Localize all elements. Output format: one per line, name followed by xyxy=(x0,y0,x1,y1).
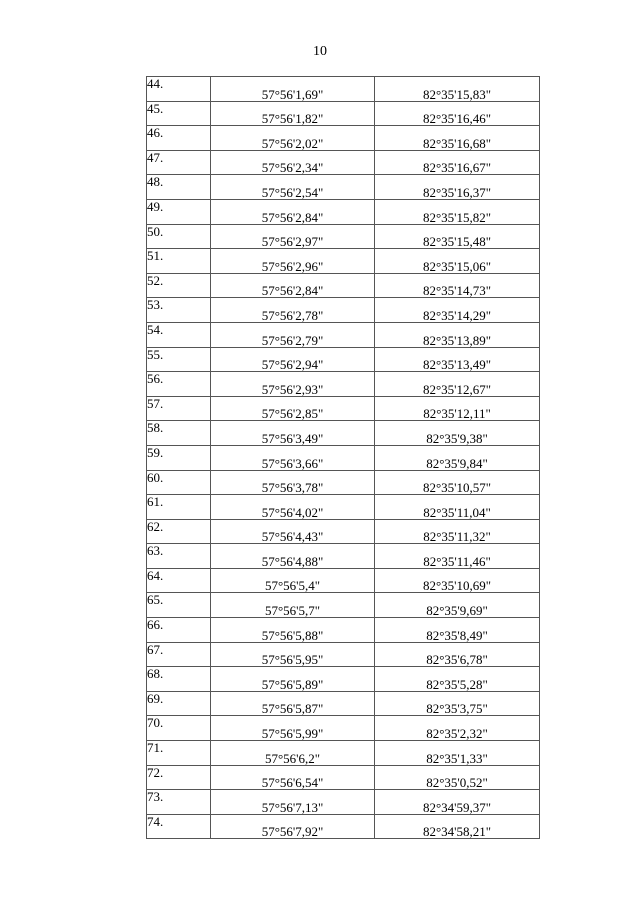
longitude-cell: 82°35'15,48" xyxy=(375,224,540,249)
table-row xyxy=(147,249,540,274)
point-number-cell: 73. xyxy=(147,790,211,815)
latitude-cell: 57°56'6,54" xyxy=(211,765,375,790)
latitude-cell: 57°56'7,92" xyxy=(211,814,375,839)
point-number-cell: 55. xyxy=(147,347,211,372)
point-number-cell: 68. xyxy=(147,667,211,692)
page-number: 10 xyxy=(313,44,327,59)
longitude-cell: 82°35'11,46" xyxy=(375,544,540,569)
table-row xyxy=(147,618,540,643)
longitude-cell: 82°35'15,06" xyxy=(375,249,540,274)
table-row xyxy=(147,765,540,790)
latitude-cell: 57°56'4,43" xyxy=(211,519,375,544)
latitude-cell: 57°56'5,4" xyxy=(211,568,375,593)
point-number-cell: 47. xyxy=(147,150,211,175)
longitude-cell: 82°35'12,11" xyxy=(375,396,540,421)
point-number-cell: 58. xyxy=(147,421,211,446)
latitude-cell: 57°56'4,02" xyxy=(211,495,375,520)
point-number-cell: 71. xyxy=(147,741,211,766)
table-row xyxy=(147,741,540,766)
point-number-cell: 67. xyxy=(147,642,211,667)
point-number-cell: 69. xyxy=(147,691,211,716)
latitude-cell: 57°56'1,69" xyxy=(211,77,375,102)
longitude-cell: 82°35'9,84" xyxy=(375,445,540,470)
table-row xyxy=(147,445,540,470)
point-number-cell: 70. xyxy=(147,716,211,741)
point-number-cell: 66. xyxy=(147,618,211,643)
latitude-cell: 57°56'2,02" xyxy=(211,126,375,151)
longitude-cell: 82°35'16,68" xyxy=(375,126,540,151)
point-number-cell: 65. xyxy=(147,593,211,618)
latitude-cell: 57°56'3,78" xyxy=(211,470,375,495)
point-number-cell: 63. xyxy=(147,544,211,569)
latitude-cell: 57°56'6,2" xyxy=(211,741,375,766)
longitude-cell: 82°35'14,73" xyxy=(375,273,540,298)
latitude-cell: 57°56'2,79" xyxy=(211,322,375,347)
longitude-cell: 82°35'16,46" xyxy=(375,101,540,126)
table-row xyxy=(147,691,540,716)
table-row xyxy=(147,199,540,224)
table-row xyxy=(147,642,540,667)
point-number-cell: 57. xyxy=(147,396,211,421)
point-number-cell: 64. xyxy=(147,568,211,593)
longitude-cell: 82°35'9,69" xyxy=(375,593,540,618)
table-row xyxy=(147,77,540,102)
point-number-cell: 46. xyxy=(147,126,211,151)
table-row xyxy=(147,716,540,741)
longitude-cell: 82°35'6,78" xyxy=(375,642,540,667)
latitude-cell: 57°56'2,85" xyxy=(211,396,375,421)
longitude-cell: 82°35'1,33" xyxy=(375,741,540,766)
coordinates-table xyxy=(146,76,540,839)
table-row xyxy=(147,175,540,200)
latitude-cell: 57°56'2,54" xyxy=(211,175,375,200)
table-row xyxy=(147,224,540,249)
longitude-cell: 82°35'12,67" xyxy=(375,372,540,397)
longitude-cell: 82°35'9,38" xyxy=(375,421,540,446)
table-row xyxy=(147,298,540,323)
longitude-cell: 82°35'11,04" xyxy=(375,495,540,520)
latitude-cell: 57°56'5,99" xyxy=(211,716,375,741)
table-row xyxy=(147,347,540,372)
point-number-cell: 52. xyxy=(147,273,211,298)
latitude-cell: 57°56'2,78" xyxy=(211,298,375,323)
coordinates-table-body xyxy=(147,77,540,839)
point-number-cell: 56. xyxy=(147,372,211,397)
latitude-cell: 57°56'4,88" xyxy=(211,544,375,569)
latitude-cell: 57°56'7,13" xyxy=(211,790,375,815)
longitude-cell: 82°35'5,28" xyxy=(375,667,540,692)
point-number-cell: 49. xyxy=(147,199,211,224)
table-row xyxy=(147,396,540,421)
table-row xyxy=(147,273,540,298)
longitude-cell: 82°35'16,37" xyxy=(375,175,540,200)
longitude-cell: 82°35'11,32" xyxy=(375,519,540,544)
longitude-cell: 82°35'2,32" xyxy=(375,716,540,741)
longitude-cell: 82°35'0,52" xyxy=(375,765,540,790)
latitude-cell: 57°56'2,94" xyxy=(211,347,375,372)
point-number-cell: 62. xyxy=(147,519,211,544)
table-row xyxy=(147,519,540,544)
point-number-cell: 51. xyxy=(147,249,211,274)
point-number-cell: 61. xyxy=(147,495,211,520)
table-row xyxy=(147,126,540,151)
table-row xyxy=(147,322,540,347)
longitude-cell: 82°35'13,89" xyxy=(375,322,540,347)
latitude-cell: 57°56'2,97" xyxy=(211,224,375,249)
longitude-cell: 82°35'8,49" xyxy=(375,618,540,643)
latitude-cell: 57°56'5,89" xyxy=(211,667,375,692)
table-row xyxy=(147,470,540,495)
point-number-cell: 72. xyxy=(147,765,211,790)
point-number-cell: 50. xyxy=(147,224,211,249)
latitude-cell: 57°56'5,7" xyxy=(211,593,375,618)
table-row xyxy=(147,372,540,397)
point-number-cell: 59. xyxy=(147,445,211,470)
table-row xyxy=(147,667,540,692)
longitude-cell: 82°34'59,37" xyxy=(375,790,540,815)
longitude-cell: 82°35'16,67" xyxy=(375,150,540,175)
longitude-cell: 82°35'10,57" xyxy=(375,470,540,495)
table-row xyxy=(147,101,540,126)
point-number-cell: 74. xyxy=(147,814,211,839)
latitude-cell: 57°56'3,66" xyxy=(211,445,375,470)
point-number-cell: 53. xyxy=(147,298,211,323)
longitude-cell: 82°34'58,21" xyxy=(375,814,540,839)
point-number-cell: 45. xyxy=(147,101,211,126)
table-row xyxy=(147,150,540,175)
latitude-cell: 57°56'5,95" xyxy=(211,642,375,667)
table-row xyxy=(147,790,540,815)
table-row xyxy=(147,544,540,569)
latitude-cell: 57°56'5,88" xyxy=(211,618,375,643)
table-row xyxy=(147,495,540,520)
latitude-cell: 57°56'5,87" xyxy=(211,691,375,716)
latitude-cell: 57°56'2,84" xyxy=(211,199,375,224)
longitude-cell: 82°35'13,49" xyxy=(375,347,540,372)
longitude-cell: 82°35'10,69" xyxy=(375,568,540,593)
table-row xyxy=(147,593,540,618)
latitude-cell: 57°56'2,93" xyxy=(211,372,375,397)
table-row xyxy=(147,814,540,839)
point-number-cell: 44. xyxy=(147,77,211,102)
latitude-cell: 57°56'1,82" xyxy=(211,101,375,126)
longitude-cell: 82°35'15,83" xyxy=(375,77,540,102)
latitude-cell: 57°56'2,84" xyxy=(211,273,375,298)
latitude-cell: 57°56'2,34" xyxy=(211,150,375,175)
point-number-cell: 48. xyxy=(147,175,211,200)
point-number-cell: 54. xyxy=(147,322,211,347)
longitude-cell: 82°35'15,82" xyxy=(375,199,540,224)
table-row xyxy=(147,568,540,593)
longitude-cell: 82°35'3,75" xyxy=(375,691,540,716)
latitude-cell: 57°56'3,49" xyxy=(211,421,375,446)
point-number-cell: 60. xyxy=(147,470,211,495)
latitude-cell: 57°56'2,96" xyxy=(211,249,375,274)
longitude-cell: 82°35'14,29" xyxy=(375,298,540,323)
table-row xyxy=(147,421,540,446)
